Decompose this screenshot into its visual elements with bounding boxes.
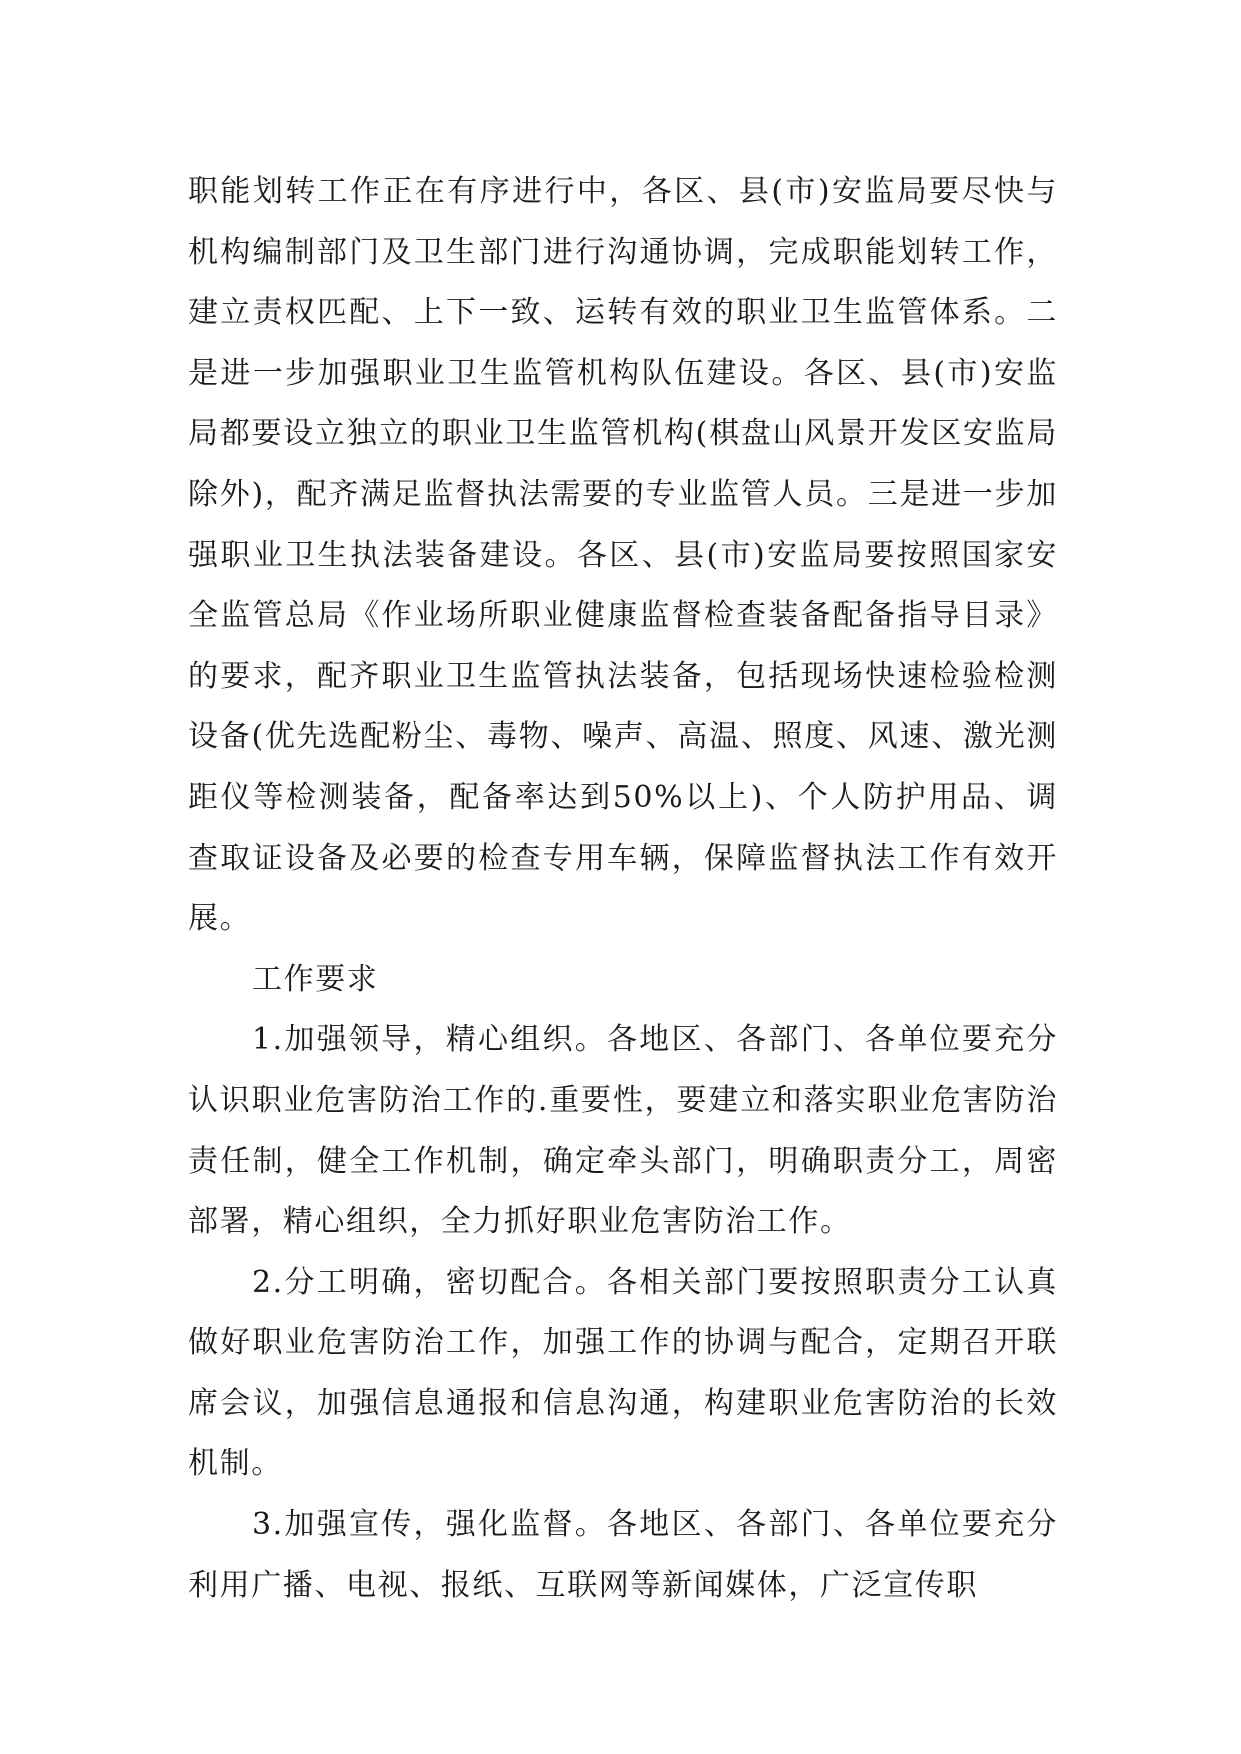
paragraph-equipment-construction: 职能划转工作正在有序进行中，各区、县(市)安监局要尽快与机构编制部门及卫生部门进行沟通协调，完成职能划转工作，建立责权匹配、上下一致、运转有效的职业卫生监管体系。二是进一步加强职业卫生监管机构队伍建设。各区、县(市)安监局都要设立独立的职业卫生监管机构(棋盘山风景开发区安监局除外)，配齐满足监督执法需要的专业监管人员。三是进一步加强职业卫生执法装备建设。各区、县(市)安监局要按照国家安全监管总局《作业场所职业健康监督检查装备配备指导目录》的要求，配齐职业卫生监管执法装备，包括现场快速检验检测设备(优先选配粉尘、毒物、噪声、高温、照度、风速、激光测距仪等检测装备，配备率达到50%以上)、个人防护用品、调查取证设备及必要的检查专用车辆，保障监督执法工作有效开展。	[188, 174, 1058, 937]
paragraph-requirement-2: 2.分工明确，密切配合。各相关部门要按照职责分工认真做好职业危害防治工作，加强工作的协调与配合，定期召开联席会议，加强信息通报和信息沟通，构建职业危害防治的长效机制。	[188, 1264, 1058, 1482]
paragraph-requirement-3: 3.加强宣传，强化监督。各地区、各部门、各单位要充分利用广播、电视、报纸、互联网等新闻媒体，广泛宣传职	[188, 1507, 1058, 1603]
document-body	[188, 162, 1058, 1616]
section-heading-work-requirements: 工作要求	[252, 961, 379, 997]
paragraph-requirement-1: 1.加强领导，精心组织。各地区、各部门、各单位要充分认识职业危害防治工作的.重要性，要建立和落实职业危害防治责任制，健全工作机制，确定牵头部门，明确职责分工，周密部署，精心组织，全力抓好职业危害防治工作。	[188, 1022, 1058, 1240]
